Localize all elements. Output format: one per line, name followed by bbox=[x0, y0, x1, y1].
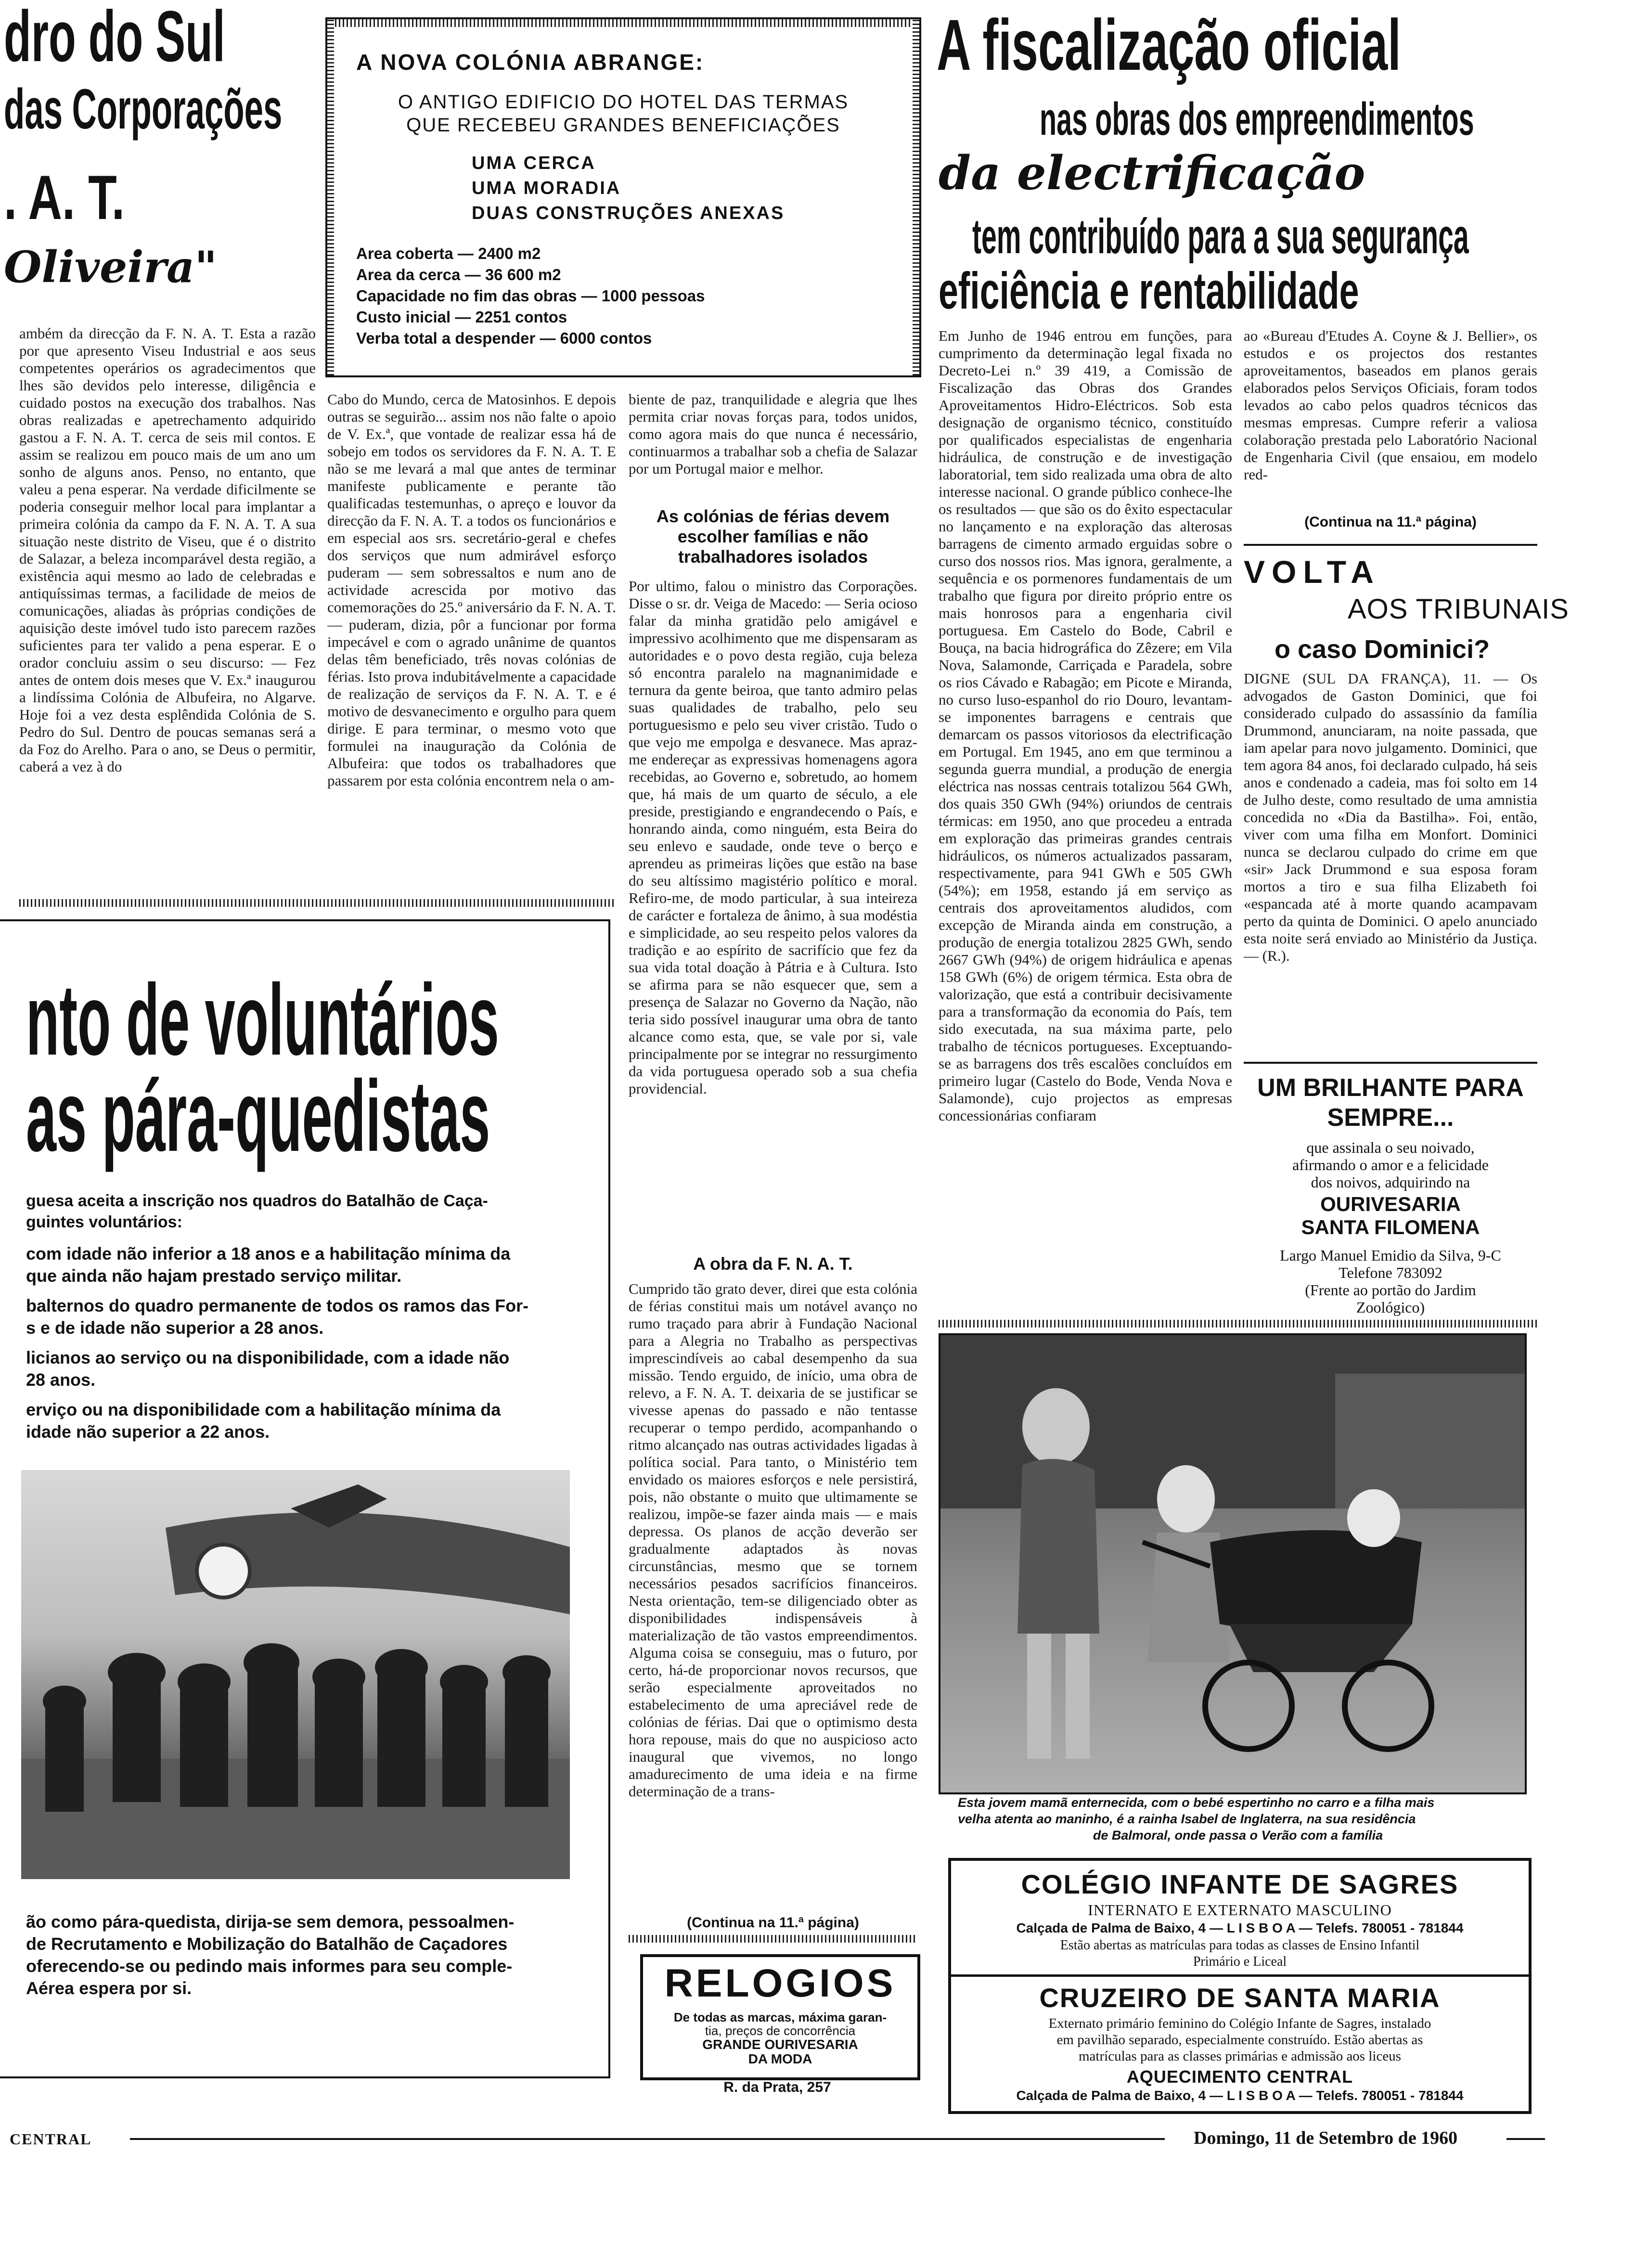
colonia-line1: O ANTIGO EDIFICIO DO HOTEL DAS TERMAS bbox=[398, 91, 849, 113]
brilhante-line3: dos noivos, adquirindo na bbox=[1311, 1173, 1470, 1191]
relogios-line3: GRANDE OURIVESARIA bbox=[702, 2037, 858, 2052]
colonia-stat5: Verba total a despender — 6000 contos bbox=[356, 329, 652, 347]
elec-headline5: eficiência e rentabilidade bbox=[939, 261, 1359, 320]
cruzeiro-line2: em pavilhão separado, especialmente construído. Estão abertas as bbox=[1056, 2032, 1423, 2048]
sagres-title: COLÉGIO INFANTE DE SAGRES bbox=[1021, 1869, 1459, 1899]
caption-line1: Esta jovem mamã enternecida, com o bebé espertinho no carro e a filha mais bbox=[958, 1795, 1435, 1810]
elec-headline1: A fiscalização oficial bbox=[937, 4, 1401, 85]
brilhante-line1: que assinala o seu noivado, bbox=[1306, 1139, 1475, 1156]
royal-family-photo bbox=[939, 1333, 1527, 1794]
colonia-stat3: Capacidade no fim das obras — 1000 pessoas bbox=[356, 287, 705, 305]
sagres-line4: Primário e Liceal bbox=[1193, 1954, 1287, 1969]
voluntarios-req3a: licianos ao serviço ou na disponibilidade, com a idade não bbox=[26, 1348, 510, 1367]
dominici-head2: AOS TRIBUNAIS bbox=[1348, 593, 1569, 625]
elec-headline4: tem contribuído para a sua segurança bbox=[972, 209, 1469, 264]
elec-col2-text: ao «Bureau d'Etudes A. Coyne & J. Bellier», os estudos e os projectos dos restantes aproveitamentos, baseados em planos gerais elaborados pelos Serviços Oficiais, foram todos levados ao cabo pelos quadros técnicos das mesmas empresas. Cumpre referir a valiosa colaboração prestada pelo Laboratório Nacional de Engenharia Civil (que ensaiou, em modelo red- bbox=[1244, 327, 1537, 483]
dominici-kicker: VOLTA bbox=[1244, 554, 1380, 590]
brilhante-line2: afirmando o amor e a felicidade bbox=[1292, 1156, 1489, 1173]
sagres-cruzeiro-ad bbox=[948, 1858, 1532, 2114]
brilhante-addr2: Telefone 783092 bbox=[1339, 1264, 1442, 1281]
left-headline-line1: dro do Sul bbox=[4, 0, 225, 77]
brilhante-addr4: Zoológico) bbox=[1356, 1299, 1425, 1316]
brilhante-shop2: SANTA FILOMENA bbox=[1301, 1216, 1480, 1238]
relogios-title: RELOGIOS bbox=[664, 1961, 896, 2005]
elec-col1-text: Em Junho de 1946 entrou em funções, para cumprimento da determinação legal fixada no Decreto-Lei n.º 39 419, a Comissão de Fiscalização das Obras dos Grandes Aproveitamentos Hidro-Eléctricos. Sob esta designação de organismo técnico, constituído por qualificados especialistas de engenharia hidráulica, de construção e de investigação laboratorial, tem sido realizada uma obra de alto interesse nacional. O grande público conhece-lhe os resultados — que são os do êxito espectacular no lançamento e na exploração das alterosas barragens de cimento armado erguidas sobre o curso dos nossos rios. Mas ignora, geralmente, a sequência e os pormenores fundamentais de um trabalho que figura por direito próprio entre os mais honrosos para a engenharia civil portuguesa. Em Castelo do Bode, Cabril e Bouça, na bacia hidrográfica do Zêzere; em Vila Nova, Salamonde, Carriçada e Paradela, sobre os rios Cávado e Rabagão; em Picote e Miranda, no curso luso-espanhol do rio Douro, levantam-se imponentes barragens e centrais que demarcam os passos vitoriosos da electrificação em Portugal. Em 1945, ano em que terminou a segunda guerra mundial, a produção de energia eléctrica nas nossas centrais totalizou 564 GWh, dos quais 350 GWh (94%) oriundos de centrais térmicas: em 1950, ano que procedeu a entrada em exploração das primeiras grandes centrais hidráulicos, os números actualizados passaram, respectivamente, para 941 GWh e 505 GWh (54%); em 1958, estando já em serviço as centrais dos aproveitamentos aludidos, com excepção de Miranda ainda em construção, a produção de energia totalizou 2825 GWh, sendo 2667 GWh (94%) de origem hidráulica e apenas 158 GWh (6%) de origem térmica. Esta obra de valorização, que está a contribuir decisivamente para a transformação da economia do País, tem sido executada, na sua máxima parte, pelo trabalho de técnicos portugueses. Exceptuando-se as barragens dos três escalões concluídos em primeiro lugar (Castelo do Bode, Venda Nova e Salamonde), cujo projectos as empresas concessionárias confiaram bbox=[939, 327, 1232, 1124]
relogios-ad bbox=[640, 1954, 920, 2080]
cruzeiro-line3: matrículas para as classes primárias e admissão aos liceus bbox=[1079, 2049, 1401, 2064]
voluntarios-req2b: s e de idade não superior a 28 anos. bbox=[26, 1318, 324, 1338]
relogios-line1: De todas as marcas, máxima garan- bbox=[673, 2010, 887, 2024]
brilhante-addr3: (Frente ao portão do Jardim bbox=[1305, 1281, 1476, 1299]
left-headline-line2: das Corporações bbox=[4, 77, 283, 141]
colonia-item2: UMA MORADIA bbox=[472, 178, 621, 198]
voluntarios-footer4: Aérea espera por si. bbox=[26, 1978, 192, 1998]
elec-headline3: da electrificação bbox=[939, 146, 1365, 200]
caption-line3: de Balmoral, onde passa o Verão com a família bbox=[1093, 1828, 1383, 1843]
sagres-line1: INTERNATO E EXTERNATO MASCULINO bbox=[1088, 1901, 1392, 1919]
left-col3-text-mid: Por ultimo, falou o ministro das Corporações. Disse o sr. dr. Veiga de Macedo: — Seria ocioso falar da minha gratidão pelo amigável e impressivo acolhimento que me dispensaram as autoridades e o povo desta região, cuja beleza só encontra paralelo na magnanimidade e ternura da gente beiroa, que tanto admiro pelas suas qualidades de trabalho, pelo seu portuguesismo e pelo seu viver cristão. Tudo o que vejo me empolga e desvanece. Mas apraz-me endereçar as expressivas homenagens agora recebidas, ao Governo e, sobretudo, ao homem que, há mais de um quarto de século, a ele preside, prestigiando e engrandecendo o País, e honrando ainda, como ninguém, esta Beira do seu enlevo e saudade, onde teve o berço e aprendeu as primeiras lições que estão na base do seu altíssimo magistério político e moral. Refiro-me, de modo particular, à sua inteireza de carácter e fortaleza de ânimo, à sua modéstia e simplicidade, ao seu respeito pelos valores da tradição e ao espírito de sacrifício que fez da sua vida total doação à Pátria e à Cultura. Isto se afirma para se não esquecer que, sem a presença de Salazar no Governo da Nação, não teria sido possível inaugurar uma obra de tanto alcance como esta, que, se vale por si, vale principalmente por se integrar no ressurgimento da vida portuguesa operado sob a sua chefia providencial. bbox=[629, 578, 917, 1097]
colonia-item1: UMA CERCA bbox=[472, 153, 596, 173]
voluntarios-footer1: ão como pára-quedista, dirija-se sem demora, pessoalmen- bbox=[26, 1912, 515, 1932]
voluntarios-headline2: as pára-quedistas bbox=[26, 1059, 490, 1173]
colonia-stat4: Custo inicial — 2251 contos bbox=[356, 308, 567, 326]
voluntarios-intro2: guintes voluntários: bbox=[26, 1213, 182, 1231]
cruzeiro-line5: Calçada de Palma de Baixo, 4 — L I S B O A — Telefs. 780051 - 781844 bbox=[1016, 2088, 1464, 2103]
colonia-line2: QUE RECEBEU GRANDES BENEFICIAÇÕES bbox=[406, 115, 840, 136]
paratroopers-photo bbox=[21, 1470, 570, 1879]
brilhante-title1: UM BRILHANTE PARA bbox=[1257, 1074, 1524, 1102]
relogios-line4: DA MODA bbox=[748, 2051, 812, 2066]
dominici-head3: o caso Dominici? bbox=[1275, 635, 1490, 664]
colonia-item3: DUAS CONSTRUÇÕES ANEXAS bbox=[472, 203, 785, 223]
left-col2-text: Cabo do Mundo, cerca de Matosinhos. E depois outras se seguirão... assim nos não falte o apoio de V. Ex.ª, que vontade de realizar essa há de sobejo em todos os servidores da F. N. A. T. E não se me levará a mal que antes de terminar manifeste publicamente e perante tão qualificadas testemunhas, o apreço e louvor da direcção da F. N. A. T. a todos os funcionários e em especial aos srs. secretário-geral e chefes dos serviços que num admirável esforço puderam — sem sobressaltos e num ano de actividade acrescida por motivo das comemorações do 25.º aniversário da F. N. A. T. — puderam, dizia, pôr a funcionar por forma impecável e com o agrado unânime de quantos delas têm beneficiado, três novas colónias de férias. Isto prova indubitávelmente a capacidade de realização de serviços da F. N. A. T. e é motivo de desvanecimento e orgulho para quem dirige. E para terminar, o mesmo voto que formulei na inauguração da Colónia de Albufeira: que todos os trabalhadores que passarem por esta colónia encontrem nela o am- bbox=[327, 391, 616, 789]
dominici-text: DIGNE (SUL DA FRANÇA), 11. — Os advogados de Gaston Dominici, que foi considerado culpado do assassínio da família Drummond, anunciaram, na noite passada, que iam apelar para novo julgamento. Dominici, que tem agora 84 anos, foi declarado culpado, há seis anos e condenado a cadeia, mas foi solto em 14 de Julho deste, como resultado de uma amnistia concedida no «Dia da Bastilha». Foi, então, viver com uma filha em Monfort. Dominici nunca se declarou culpado do crime em que «sir» Jack Drummond e sua esposa foram mortos a tiro e sua filha Elizabeth foi «espancada até à morte quando acampavam perto da quinta de Dominici. O apelo anunciado esta noite será enviado ao Ministério da Justiça. — (R.). bbox=[1244, 670, 1537, 964]
elec-continua: (Continua na 11.ª página) bbox=[1304, 514, 1477, 530]
brilhante-shop1: OURIVESARIA bbox=[1320, 1193, 1461, 1215]
subhead-colonias: As colónias de férias devem escolher famílias e não trabalhadores isolados bbox=[656, 506, 890, 567]
relogios-line5: R. da Prata, 257 bbox=[723, 2079, 831, 2095]
voluntarios-req2a: balternos do quadro permanente de todos os ramos das For- bbox=[26, 1296, 529, 1315]
left-headline-line3: . A. T. bbox=[4, 162, 125, 232]
cruzeiro-line1: Externato primário feminino do Colégio Infante de Sagres, instalado bbox=[1048, 2016, 1431, 2031]
colonia-stat1: Area coberta — 2400 m2 bbox=[356, 245, 541, 262]
caption-line2: velha atenta ao maninho, é a rainha Isabel de Inglaterra, na sua residência bbox=[958, 1812, 1416, 1826]
cruzeiro-line4: AQUECIMENTO CENTRAL bbox=[1126, 2067, 1353, 2087]
voluntarios-req4a: erviço ou na disponibilidade com a habilitação mínima da bbox=[26, 1400, 501, 1419]
voluntarios-box bbox=[0, 919, 610, 2078]
left-headline-line4: Oliveira" bbox=[4, 242, 218, 293]
colonia-stat2: Area da cerca — 36 600 m2 bbox=[356, 266, 561, 284]
voluntarios-req1a: com idade não inferior a 18 anos e a habilitação mínima da bbox=[26, 1244, 511, 1263]
sagres-line3: Estão abertas as matrículas para todas as classes de Ensino Infantil bbox=[1060, 1938, 1420, 1953]
cruzeiro-title: CRUZEIRO DE SANTA MARIA bbox=[1039, 1983, 1441, 2013]
left-col3-text-top: biente de paz, tranquilidade e alegria que lhes permita criar novas forças para, todos unidos, como agora mais do que nunca é necessário, continuarmos a trabalhar sob a chefia de Salazar por um Portugal maior e melhor. bbox=[629, 391, 917, 477]
voluntarios-req3b: 28 anos. bbox=[26, 1370, 96, 1390]
colonia-title: A NOVA COLÓNIA ABRANGE: bbox=[356, 50, 705, 75]
voluntarios-req4b: idade não superior a 22 anos. bbox=[26, 1422, 270, 1442]
relogios-line2: tia, preços de concorrência bbox=[705, 2023, 856, 2038]
left-col3-text-bottom: Cumprido tão grato dever, direi que esta colónia de férias constitui mais um notável avanço no rumo traçado para abrir à Fundação Nacional para a Alegria no Trabalho as perspectivas imprescindíveis ao cabal desempenho da sua missão. Tendo erguido, de início, uma obra de relevo, a F. N. A. T. deixaria de se justificar se vivesse apenas do passado e não tentasse recuperar o tempo perdido, acompanhando o ritmo alcançado nas outras actividades ligadas à política social. Para tanto, o Ministério tem envidado os maiores esforços e nele persistirá, pois, não obstante o muito que ultimamente se realizou, impõe-se fazer ainda mais — e mais depressa. Os planos de acção deverão ser gradualmente adaptados às novas circunstâncias, mesmo que se tornem necessários pesados sacrifícios financeiros. Nesta orientação, tem-se diligenciado obter as disponibilidades indispensáveis à materialização de tão vastos empreendimentos. Alguma coisa se conseguiu, mas o futuro, por certo, há-de proporcionar novos recursos, que serão especialmente aproveitados no estabelecimento de uma apreciável rede de colónias de férias. Dai que o optimismo desta hora repouse, mais do que no auspicioso acto inaugural que vivemos, no longo amadurecimento de uma ideia e na firme determinação de a trans- bbox=[629, 1280, 917, 1800]
brilhante-addr1: Largo Manuel Emidio da Silva, 9-C bbox=[1280, 1247, 1501, 1264]
footer-date: Domingo, 11 de Setembro de 1960 bbox=[1194, 2128, 1458, 2148]
footer-left: CENTRAL bbox=[10, 2130, 92, 2148]
voluntarios-footer2: de Recrutamento e Mobilização do Batalhão de Caçadores bbox=[26, 1934, 508, 1954]
voluntarios-intro1: guesa aceita a inscrição nos quadros do Batalhão de Caça- bbox=[26, 1192, 488, 1210]
brilhante-title2: SEMPRE... bbox=[1327, 1104, 1454, 1132]
sagres-line2: Calçada de Palma de Baixo, 4 — L I S B O A — Telefs. 780051 - 781844 bbox=[1016, 1920, 1464, 1935]
elec-headline2: nas obras dos empreendimentos bbox=[1040, 93, 1474, 145]
left-col1-text: ambém da direcção da F. N. A. T. Esta a razão por que apresento Viseu Industrial e aos seus competentes operários os agradecimentos que lhes são devidos pelo interesse, diligência e cuidado postos na execução dos trabalhos. Nas obras realizadas e apetrechamento adquirido gastou a F. N. A. T. cerca de seis mil contos. E assim se realizou em pouco mais de um ano um sonho de alguns anos. Penso, no entanto, que valeu a pena esperar. Na verdade dificilmente se poderia conseguir melhor local para implantar a primeira colónia da campo da F. N. A. T. A sua situação neste distrito de Viseu, que é o distrito de Salazar, a beleza incomparável desta região, a existência aqui mesmo ao lado de celebradas e antiquíssimas termas, a facilidade de meios de comunicações, aliadas às próprias condições de aquisição deste imóvel tudo isto parecem razões suficientes para ter valido a pena esperar. E o orador concluiu assim o seu discurso: — Fez antes de ontem dois meses que V. Ex.ª inaugurou a lindíssima Colónia de Albufeira, no Algarve. Hoje foi a vez desta esplêndida Colónia de S. Pedro do Sul. Dentro de poucas semanas será a da Foz do Arelho. Para o ano, se Deus o permitir, caberá a vez à do bbox=[19, 325, 316, 775]
subhead-obra: A obra da F. N. A. T. bbox=[693, 1254, 853, 1274]
voluntarios-headline1: nto de voluntários bbox=[26, 963, 499, 1076]
voluntarios-footer3: oferecendo-se ou pedindo mais informes para seu comple- bbox=[26, 1956, 513, 1976]
voluntarios-req1b: que ainda não hajam prestado serviço militar. bbox=[26, 1266, 402, 1286]
colonia-box bbox=[325, 17, 921, 377]
left-continua: (Continua na 11.ª página) bbox=[687, 1915, 859, 1931]
